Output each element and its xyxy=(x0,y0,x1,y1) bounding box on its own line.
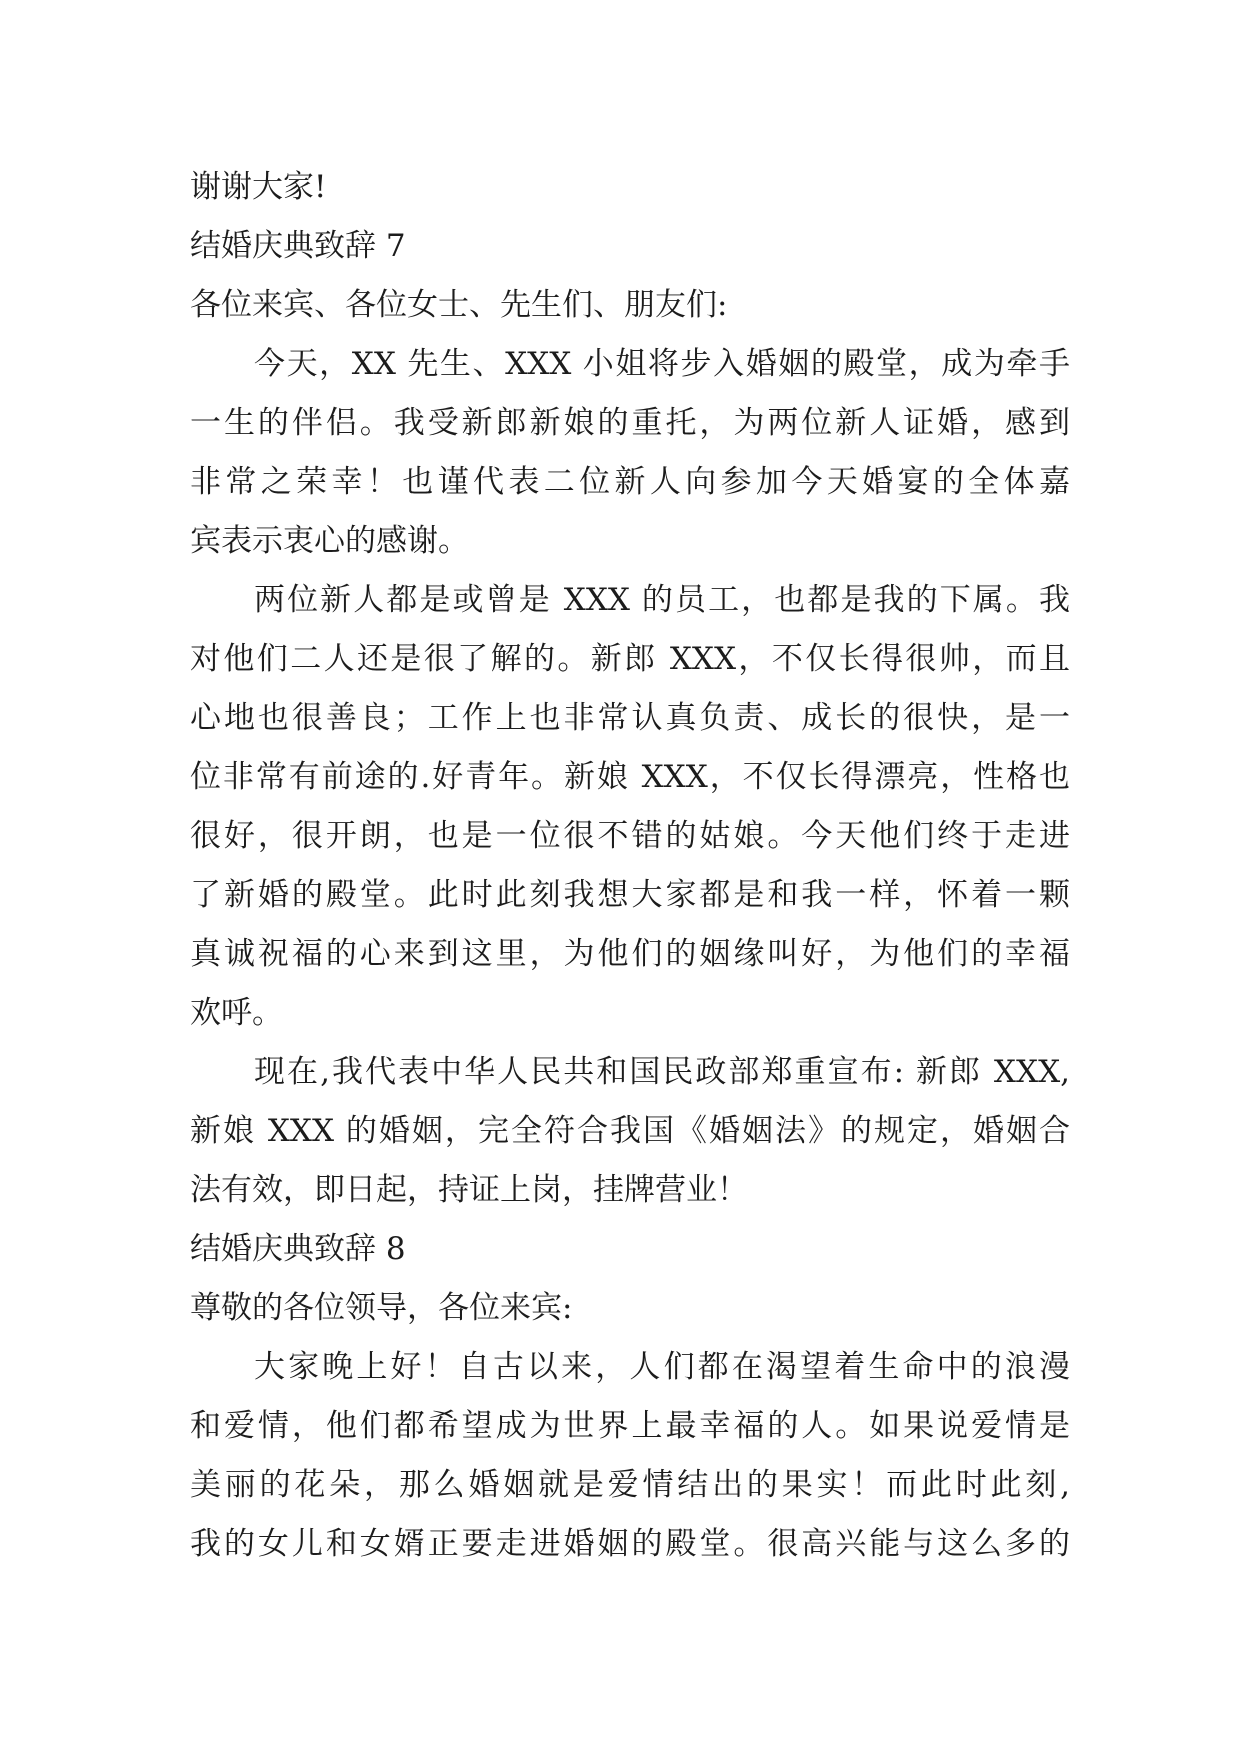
paragraph-line: 一生的伴侣。我受新郎新娘的重托，为两位新人证婚，感到 xyxy=(190,405,1070,441)
salutation-line: 谢谢大家! xyxy=(190,169,327,205)
paragraph-line: 新娘 XXX 的婚姻，完全符合我国《婚姻法》的规定，婚姻合 xyxy=(190,1113,1070,1149)
salutation-line: 尊敬的各位领导，各位来宾: xyxy=(190,1290,573,1326)
document-body xyxy=(190,158,1070,1574)
paragraph-line: 对他们二人还是很了解的。新郎 XXX，不仅长得很帅，而且 xyxy=(190,641,1070,677)
paragraph-line: 欢呼。 xyxy=(190,995,283,1031)
paragraph-line: 法有效，即日起，持证上岗，挂牌营业！ xyxy=(190,1172,748,1208)
paragraph-line: 心地也很善良；工作上也非常认真负责、成长的很快，是一 xyxy=(190,700,1070,736)
paragraph-line: 真诚祝福的心来到这里，为他们的姻缘叫好，为他们的幸福 xyxy=(190,936,1070,972)
section-heading: 结婚庆典致辞 8 xyxy=(190,1231,406,1267)
paragraph-line: 大家晚上好！自古以来，人们都在渴望着生命中的浪漫 xyxy=(254,1349,1070,1385)
paragraph-line: 美丽的花朵，那么婚姻就是爱情结出的果实！而此时此刻, xyxy=(190,1467,1070,1503)
paragraph-line: 非常之荣幸！也谨代表二位新人向参加今天婚宴的全体嘉 xyxy=(190,464,1070,500)
paragraph-line: 了新婚的殿堂。此时此刻我想大家都是和我一样，怀着一颗 xyxy=(190,877,1070,913)
paragraph-line: 我的女儿和女婿正要走进婚姻的殿堂。很高兴能与这么多的 xyxy=(190,1526,1070,1562)
paragraph-line: 今天，XX 先生、XXX 小姐将步入婚姻的殿堂，成为牵手 xyxy=(254,346,1070,382)
section-heading: 结婚庆典致辞 7 xyxy=(190,228,406,264)
paragraph-line: 宾表示衷心的感谢。 xyxy=(190,523,469,559)
paragraph-line: 现在,我代表中华人民共和国民政部郑重宣布: 新郎 XXX, xyxy=(254,1054,1070,1090)
salutation-line: 各位来宾、各位女士、先生们、朋友们: xyxy=(190,287,728,323)
paragraph-line: 很好，很开朗，也是一位很不错的姑娘。今天他们终于走进 xyxy=(190,818,1070,854)
paragraph-line: 两位新人都是或曾是 XXX 的员工，也都是我的下属。我 xyxy=(254,582,1070,618)
paragraph-line: 和爱情，他们都希望成为世界上最幸福的人。如果说爱情是 xyxy=(190,1408,1070,1444)
paragraph-line: 位非常有前途的.好青年。新娘 XXX，不仅长得漂亮，性格也 xyxy=(190,759,1070,795)
